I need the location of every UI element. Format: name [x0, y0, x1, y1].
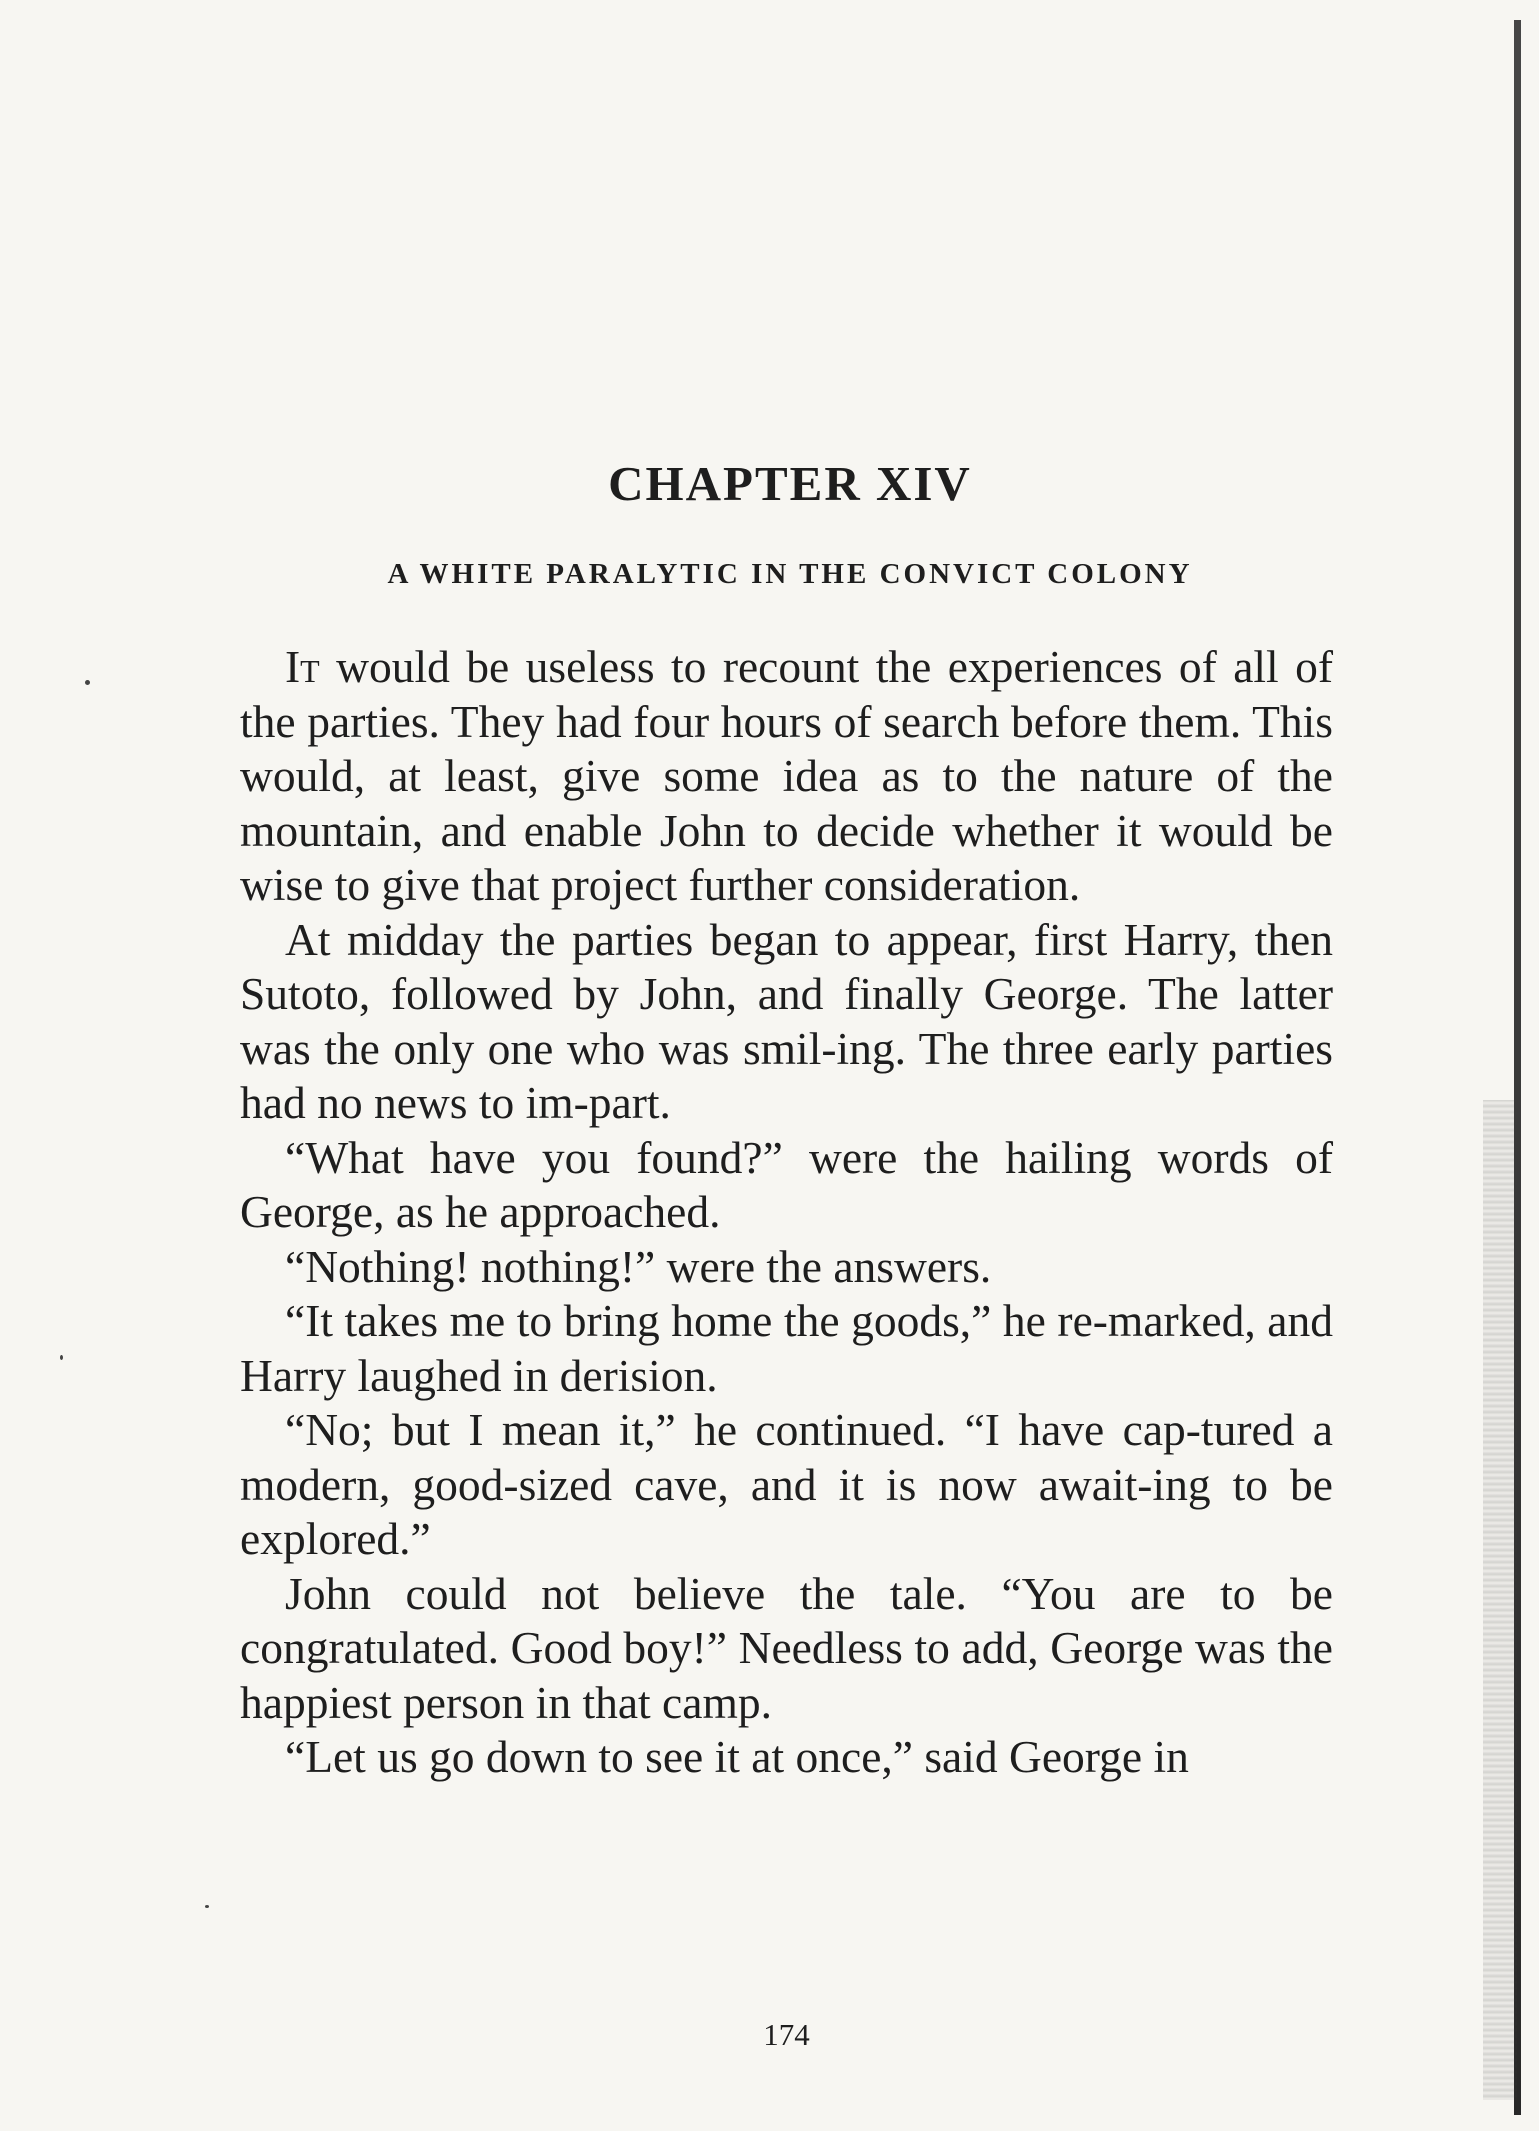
page-edge-texture [1483, 1100, 1517, 2100]
paragraph: “It takes me to bring home the goods,” he re-marked, and Harry laughed in derision. [240, 1295, 1333, 1401]
ink-speck [85, 680, 90, 685]
paragraph-text: would be useless to recount the experiences of all of the parties. They had four hours of search before them. This would, at least, give some idea as to the nature of the mountain, and enable John to decide whether it would be wise to give that project further consideration. [240, 641, 1333, 910]
ink-speck [60, 1355, 63, 1360]
chapter-subtitle: A WHITE PARALYTIC IN THE CONVICT COLONY [387, 558, 1193, 590]
chapter-title: CHAPTER XIV [608, 456, 972, 511]
paragraph: “No; but I mean it,” he continued. “I have cap-tured a modern, good-sized cave, and it is now await-ing to be explored.” [240, 1404, 1333, 1564]
paragraph: “What have you found?” were the hailing words of George, as he approached. [240, 1131, 1333, 1237]
page-number: 174 [763, 2017, 810, 2052]
ink-speck [205, 1905, 209, 1908]
paragraph [240, 640, 1333, 913]
drop-word: It [285, 641, 320, 692]
chapter-body [240, 640, 1333, 1785]
paragraph: At midday the parties began to appear, first Harry, then Sutoto, followed by John, and finally George. The latter was the only one who was smil-ing. The three early parties had no news to im-part. [240, 913, 1333, 1128]
paragraph: “Let us go down to see it at once,” said George in [285, 1731, 1189, 1782]
paragraph: “Nothing! nothing!” were the answers. [285, 1240, 992, 1292]
paragraph: John could not believe the tale. “You are to be congratulated. Good boy!” Needless to add, George was the happiest person in that camp. [240, 1567, 1333, 1728]
